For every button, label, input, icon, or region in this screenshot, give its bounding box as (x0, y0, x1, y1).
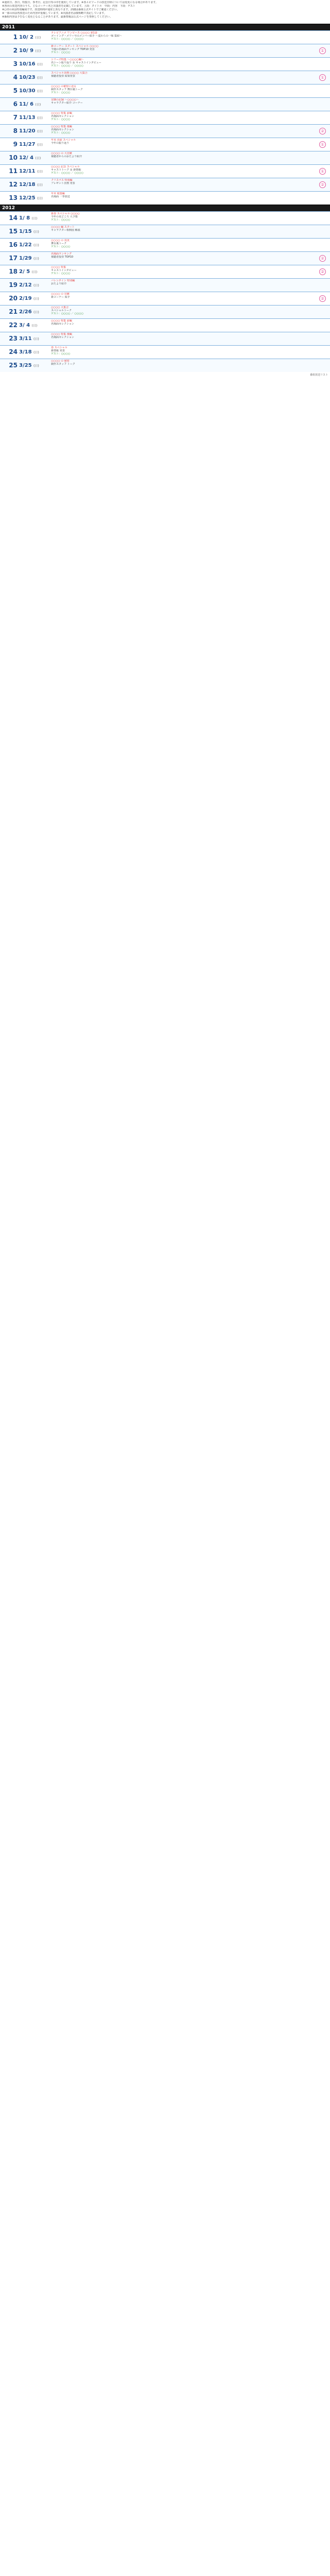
weekday-text: (日) (37, 76, 43, 80)
episode-number: 9 (13, 141, 18, 148)
episode-number: 15 (9, 228, 18, 235)
date-text: 2/ 5 (19, 269, 30, 275)
weekday-text: (日) (34, 230, 39, 234)
episode-row (0, 71, 330, 84)
episode-date (19, 98, 51, 111)
circled-mark-icon: ② (319, 128, 326, 134)
episode-date (19, 292, 51, 305)
episode-number: 22 (9, 321, 18, 329)
episode-date (19, 111, 51, 124)
date-text: 12/ 4 (19, 155, 34, 161)
episode-row (0, 124, 330, 138)
detail-line: ゲスト：○○○○ (51, 118, 71, 121)
detail-line: ○○○○ 特集 後編 (51, 125, 72, 128)
detail-line: ゲスト：○○○○ (51, 352, 71, 355)
detail-line: ○○○○ 編 スタート (51, 226, 75, 229)
weekday-text: (日) (35, 49, 41, 53)
weekday-text: (日) (35, 36, 41, 40)
episode-date (19, 44, 51, 57)
episode-date (19, 151, 51, 164)
detail-line: 名場面セレクション (51, 336, 74, 339)
detail-line: 名シーン振り返り ＆ キャストインタビュー (51, 61, 102, 64)
episode-number: 6 (13, 100, 18, 108)
episode-details (51, 178, 330, 191)
detail-line: 今年の見どころ 大予想 (51, 215, 78, 218)
weekday-text: (日) (31, 324, 38, 328)
episode-date (19, 279, 51, 292)
date-text: 12/11 (19, 168, 36, 174)
weekday-text: (日) (35, 157, 41, 160)
episode-date (19, 225, 51, 238)
episode-date (19, 319, 51, 332)
detail-line: ○○○○ 大集合 (51, 306, 69, 309)
detail-line: ゲスト：○○○○ (51, 245, 71, 248)
episode-row (0, 178, 330, 191)
weekday-text: (日) (37, 63, 43, 66)
episode-number: 1 (13, 33, 18, 41)
circled-mark-icon: ② (319, 255, 326, 262)
episode-number: 14 (9, 214, 18, 222)
weekday-text: (日) (31, 270, 38, 274)
episode-number: 25 (9, 362, 18, 369)
detail-line: シリーズ特集 ～○○○○編～ (51, 58, 84, 61)
episode-row (0, 225, 330, 238)
detail-line: 冒険の記録 ～○○○○～ (51, 98, 79, 101)
page (0, 0, 330, 378)
detail-line: ゲスト：○○○○ (51, 131, 71, 134)
episode-row (0, 345, 330, 359)
episode-number: 24 (9, 348, 18, 355)
detail-line: ゲスト：○○○○ ／ ○○○○ (51, 172, 84, 175)
date-text: 1/15 (19, 229, 32, 234)
detail-line: 新コーナー 紹介 (51, 296, 70, 299)
detail-line: ○○○○ の 冒険 (51, 293, 70, 296)
episode-list (0, 24, 330, 372)
episode-row (0, 292, 330, 305)
detail-line: 制作スタッフ 舞台裏トーク (51, 88, 83, 91)
detail-line: ○○○○ の 秘密 (51, 360, 70, 363)
episode-details (51, 225, 330, 238)
episode-date (19, 138, 51, 151)
detail-line: ○○○○ の 真実 (51, 239, 70, 242)
episode-number: 21 (9, 308, 18, 315)
detail-line: ○○○○ の秘密に迫る (51, 85, 77, 88)
note-line: ※通常日、各日、特集日、参考日、記念日等の印を使用しています。※各エピソードの放送日時については変更になる場合があります。 (2, 1, 158, 4)
episode-date (19, 359, 51, 372)
date-text: 11/13 (19, 115, 36, 121)
episode-number: 4 (13, 74, 18, 81)
detail-line: プレゼント企画 発表 (51, 182, 75, 185)
episode-row (0, 305, 330, 318)
episode-details (51, 252, 330, 265)
weekday-text: (日) (34, 257, 39, 261)
episode-details (51, 192, 330, 205)
date-text: 10/16 (19, 61, 36, 67)
weekday-text: (日) (37, 130, 43, 133)
episode-details (51, 239, 330, 251)
detail-line: ○○○○ 特集 (51, 266, 67, 269)
date-text: 3/ 4 (19, 323, 30, 328)
date-text: 3/18 (19, 349, 32, 355)
detail-line: 名場面ランキング (51, 252, 72, 256)
detail-line: ○○○○ 記念 スペシャル (51, 165, 80, 168)
episode-details (51, 292, 330, 305)
episode-row (0, 211, 330, 225)
detail-line: 年末 直前 スペシャル (51, 139, 76, 142)
episode-row (0, 111, 330, 124)
episode-date (19, 31, 51, 44)
note-line: ※各回の放送内容のうち、主なコーナー名と出演者を記載しています。上段：タイトル 中段：内容 下段：ゲスト (2, 5, 136, 8)
episode-number: 12 (9, 181, 18, 188)
detail-line: ゲスト：○○○○ ／ ○○○○ (51, 312, 84, 315)
episode-details (51, 71, 330, 84)
episode-date (19, 178, 51, 191)
detail-line: ○○○○ 特集 後編 (51, 333, 72, 336)
detail-line: ○○○○ 特集 前編 (51, 319, 72, 323)
weekday-text: (日) (34, 351, 39, 354)
circled-mark-icon: ① (319, 74, 326, 81)
episode-details (51, 265, 330, 278)
detail-line: 春 スペシャル (51, 346, 68, 349)
detail-line: おたより紹介 (51, 282, 67, 285)
weekday-text: (日) (34, 284, 39, 287)
detail-line: ゲスト：○○○○ (51, 272, 71, 275)
weekday-text: (日) (34, 337, 39, 341)
date-text: 2/12 (19, 282, 32, 288)
date-text: 12/18 (19, 182, 36, 188)
episode-date (19, 192, 51, 205)
weekday-text: (日) (37, 170, 43, 174)
episode-number: 13 (9, 194, 18, 201)
date-text: 12/25 (19, 195, 36, 201)
episode-number: 19 (9, 281, 18, 289)
detail-line: ○○○○ 特集 前編 (51, 112, 72, 115)
episode-row (0, 359, 330, 372)
date-text: 3/11 (19, 336, 32, 342)
episode-number: 3 (13, 60, 18, 67)
episode-row (0, 84, 330, 97)
detail-line: 視聴者投票 結果発表 (51, 75, 75, 78)
date-text: 1/22 (19, 242, 32, 248)
episode-row (0, 57, 330, 71)
episode-details (51, 125, 330, 138)
episode-row (0, 164, 330, 178)
note-line: ※番組内容は予告なく変更となることがあります。最新情報は公式ページを参照してください。 (2, 15, 112, 19)
detail-line: ゲスト：○○○○ (51, 218, 71, 222)
detail-line: 年末 総集編 (51, 192, 65, 195)
episode-row (0, 30, 330, 44)
episode-details (51, 346, 330, 359)
episode-row (0, 151, 330, 164)
episode-row (0, 97, 330, 111)
episode-details (51, 332, 330, 345)
episode-number: 5 (13, 87, 18, 94)
weekday-text: (日) (37, 116, 43, 120)
episode-row (0, 251, 330, 265)
episode-date (19, 71, 51, 84)
year-header: 2012 (0, 205, 330, 211)
detail-line: キャラクター相関図 解説 (51, 229, 80, 232)
weekday-text: (日) (34, 244, 39, 247)
episode-number: 23 (9, 335, 18, 342)
episode-details (51, 359, 330, 372)
date-text: 11/27 (19, 142, 36, 147)
detail-line: テレビアニメ ワンピース ○○○○ 第1話 (51, 31, 97, 35)
episode-number: 17 (9, 255, 18, 262)
footer: 番組放送リスト (310, 374, 328, 377)
detail-line: ○○○○ の 大冒険 (51, 152, 72, 155)
episode-date (19, 212, 51, 225)
episode-date (19, 306, 51, 318)
episode-details (51, 165, 330, 178)
episode-date (19, 346, 51, 359)
episode-number: 18 (9, 268, 18, 275)
episode-number: 2 (13, 47, 18, 54)
episode-details (51, 111, 330, 124)
episode-date (19, 252, 51, 265)
detail-line: 視聴者からのおたより紹介 (51, 155, 82, 158)
date-text: 2/19 (19, 296, 32, 301)
circled-mark-icon: ① (319, 141, 326, 148)
detail-line: キャストトーク ＆ 新情報 (51, 168, 81, 172)
episode-number: 20 (9, 295, 18, 302)
weekday-text: (日) (37, 183, 43, 187)
detail-line: スペシャル企画 ○○○○ 大集合 (51, 72, 88, 75)
date-text: 1/29 (19, 256, 32, 261)
date-text: 11/20 (19, 128, 36, 134)
weekday-text: (日) (34, 364, 39, 368)
detail-line: 名場面セレクション (51, 115, 74, 118)
detail-line: クリスマス 特別編 (51, 179, 73, 182)
detail-line: ゲスト：○○○○ ／ ○○○○ (51, 64, 84, 67)
episode-row (0, 265, 330, 278)
detail-line: 新コーナー スタート スペシャル ○○○○ (51, 45, 99, 48)
weekday-text: (日) (37, 143, 43, 147)
detail-line: 新情報 発表 (51, 349, 65, 352)
episode-details (51, 279, 330, 292)
episode-details (51, 306, 330, 318)
episode-date (19, 125, 51, 138)
note-line: ※○印の回は特別編成です。放送時間が通常と異なります。詳細は番組公式サイトでご確認ください。 (2, 8, 120, 11)
detail-line: 今年の振り返り (51, 142, 70, 145)
detail-line: 名場面 一挙放送 (51, 195, 70, 198)
episode-date (19, 332, 51, 345)
date-text: 10/30 (19, 88, 36, 94)
circled-mark-icon: ② (319, 295, 326, 302)
weekday-text: (日) (34, 297, 39, 301)
episode-details (51, 84, 330, 97)
date-text: 11/ 6 (19, 101, 34, 107)
detail-line: 制作スタッフ トーク (51, 363, 75, 366)
weekday-text: (日) (35, 103, 41, 107)
weekday-text: (日) (34, 311, 39, 314)
episode-row (0, 191, 330, 205)
circled-mark-icon: ② (319, 181, 326, 188)
episode-row (0, 318, 330, 332)
circled-mark-icon: ② (319, 268, 326, 275)
detail-line: 舞台裏トーク (51, 242, 67, 245)
episode-date (19, 265, 51, 278)
episode-number: 16 (9, 241, 18, 248)
date-text: 1/ 8 (19, 215, 30, 221)
episode-date (19, 239, 51, 251)
notes-block (0, 0, 330, 24)
detail-line: ゲスト：○○○○ ／ ○○○○ (51, 38, 84, 41)
episode-row (0, 278, 330, 292)
date-text: 10/ 2 (19, 35, 34, 40)
episode-row (0, 138, 330, 151)
episode-number: 8 (13, 127, 18, 134)
detail-line: キャラクター紹介 コーナー (51, 101, 83, 105)
episode-date (19, 58, 51, 71)
detail-line: 視聴者投票 TOP10 (51, 256, 73, 259)
episode-number: 7 (13, 114, 18, 121)
year-header: 2011 (0, 24, 330, 30)
circled-mark-icon: ① (319, 47, 326, 54)
episode-number: 11 (9, 167, 18, 175)
episode-details (51, 212, 330, 225)
date-text: 10/23 (19, 75, 36, 80)
weekday-text: (日) (37, 90, 43, 93)
episode-details (51, 58, 330, 71)
date-text: 3/25 (19, 363, 32, 368)
episode-row (0, 238, 330, 251)
detail-line: キャストインタビュー (51, 269, 77, 272)
episode-number: 10 (9, 154, 18, 161)
detail-line: スペシャルトーク (51, 309, 72, 312)
episode-details (51, 319, 330, 332)
weekday-text: (日) (37, 197, 43, 200)
circled-mark-icon: ① (319, 168, 326, 175)
detail-line: 新春 スペシャル ○○○○ (51, 212, 80, 215)
detail-line: 今週の名場面ランキング TOP10 発表 (51, 48, 95, 51)
episode-details (51, 44, 330, 57)
detail-line: 名場面セレクション (51, 128, 74, 131)
detail-line: ゴーイング・メリー号のメンバー紹介 ～麦わらの一味 集結～ (51, 35, 122, 38)
note-line: ※一部の回は再放送のため内容が重複しています。※出演者名は敬称略で表記しています。 (2, 12, 107, 15)
episode-details (51, 151, 330, 164)
detail-line: 名場面セレクション (51, 323, 74, 326)
episode-row (0, 44, 330, 57)
detail-line: ゲスト：○○○○ (51, 51, 71, 54)
episode-details (51, 31, 330, 44)
detail-line: ゲスト：○○○○ (51, 91, 71, 94)
detail-line: バレンタイン 特別編 (51, 279, 75, 282)
episode-details (51, 98, 330, 111)
date-text: 10/ 9 (19, 48, 34, 54)
episode-date (19, 165, 51, 178)
episode-date (19, 84, 51, 97)
date-text: 2/26 (19, 309, 32, 315)
episode-row (0, 332, 330, 345)
episode-details (51, 138, 330, 151)
weekday-text: (日) (31, 217, 38, 221)
